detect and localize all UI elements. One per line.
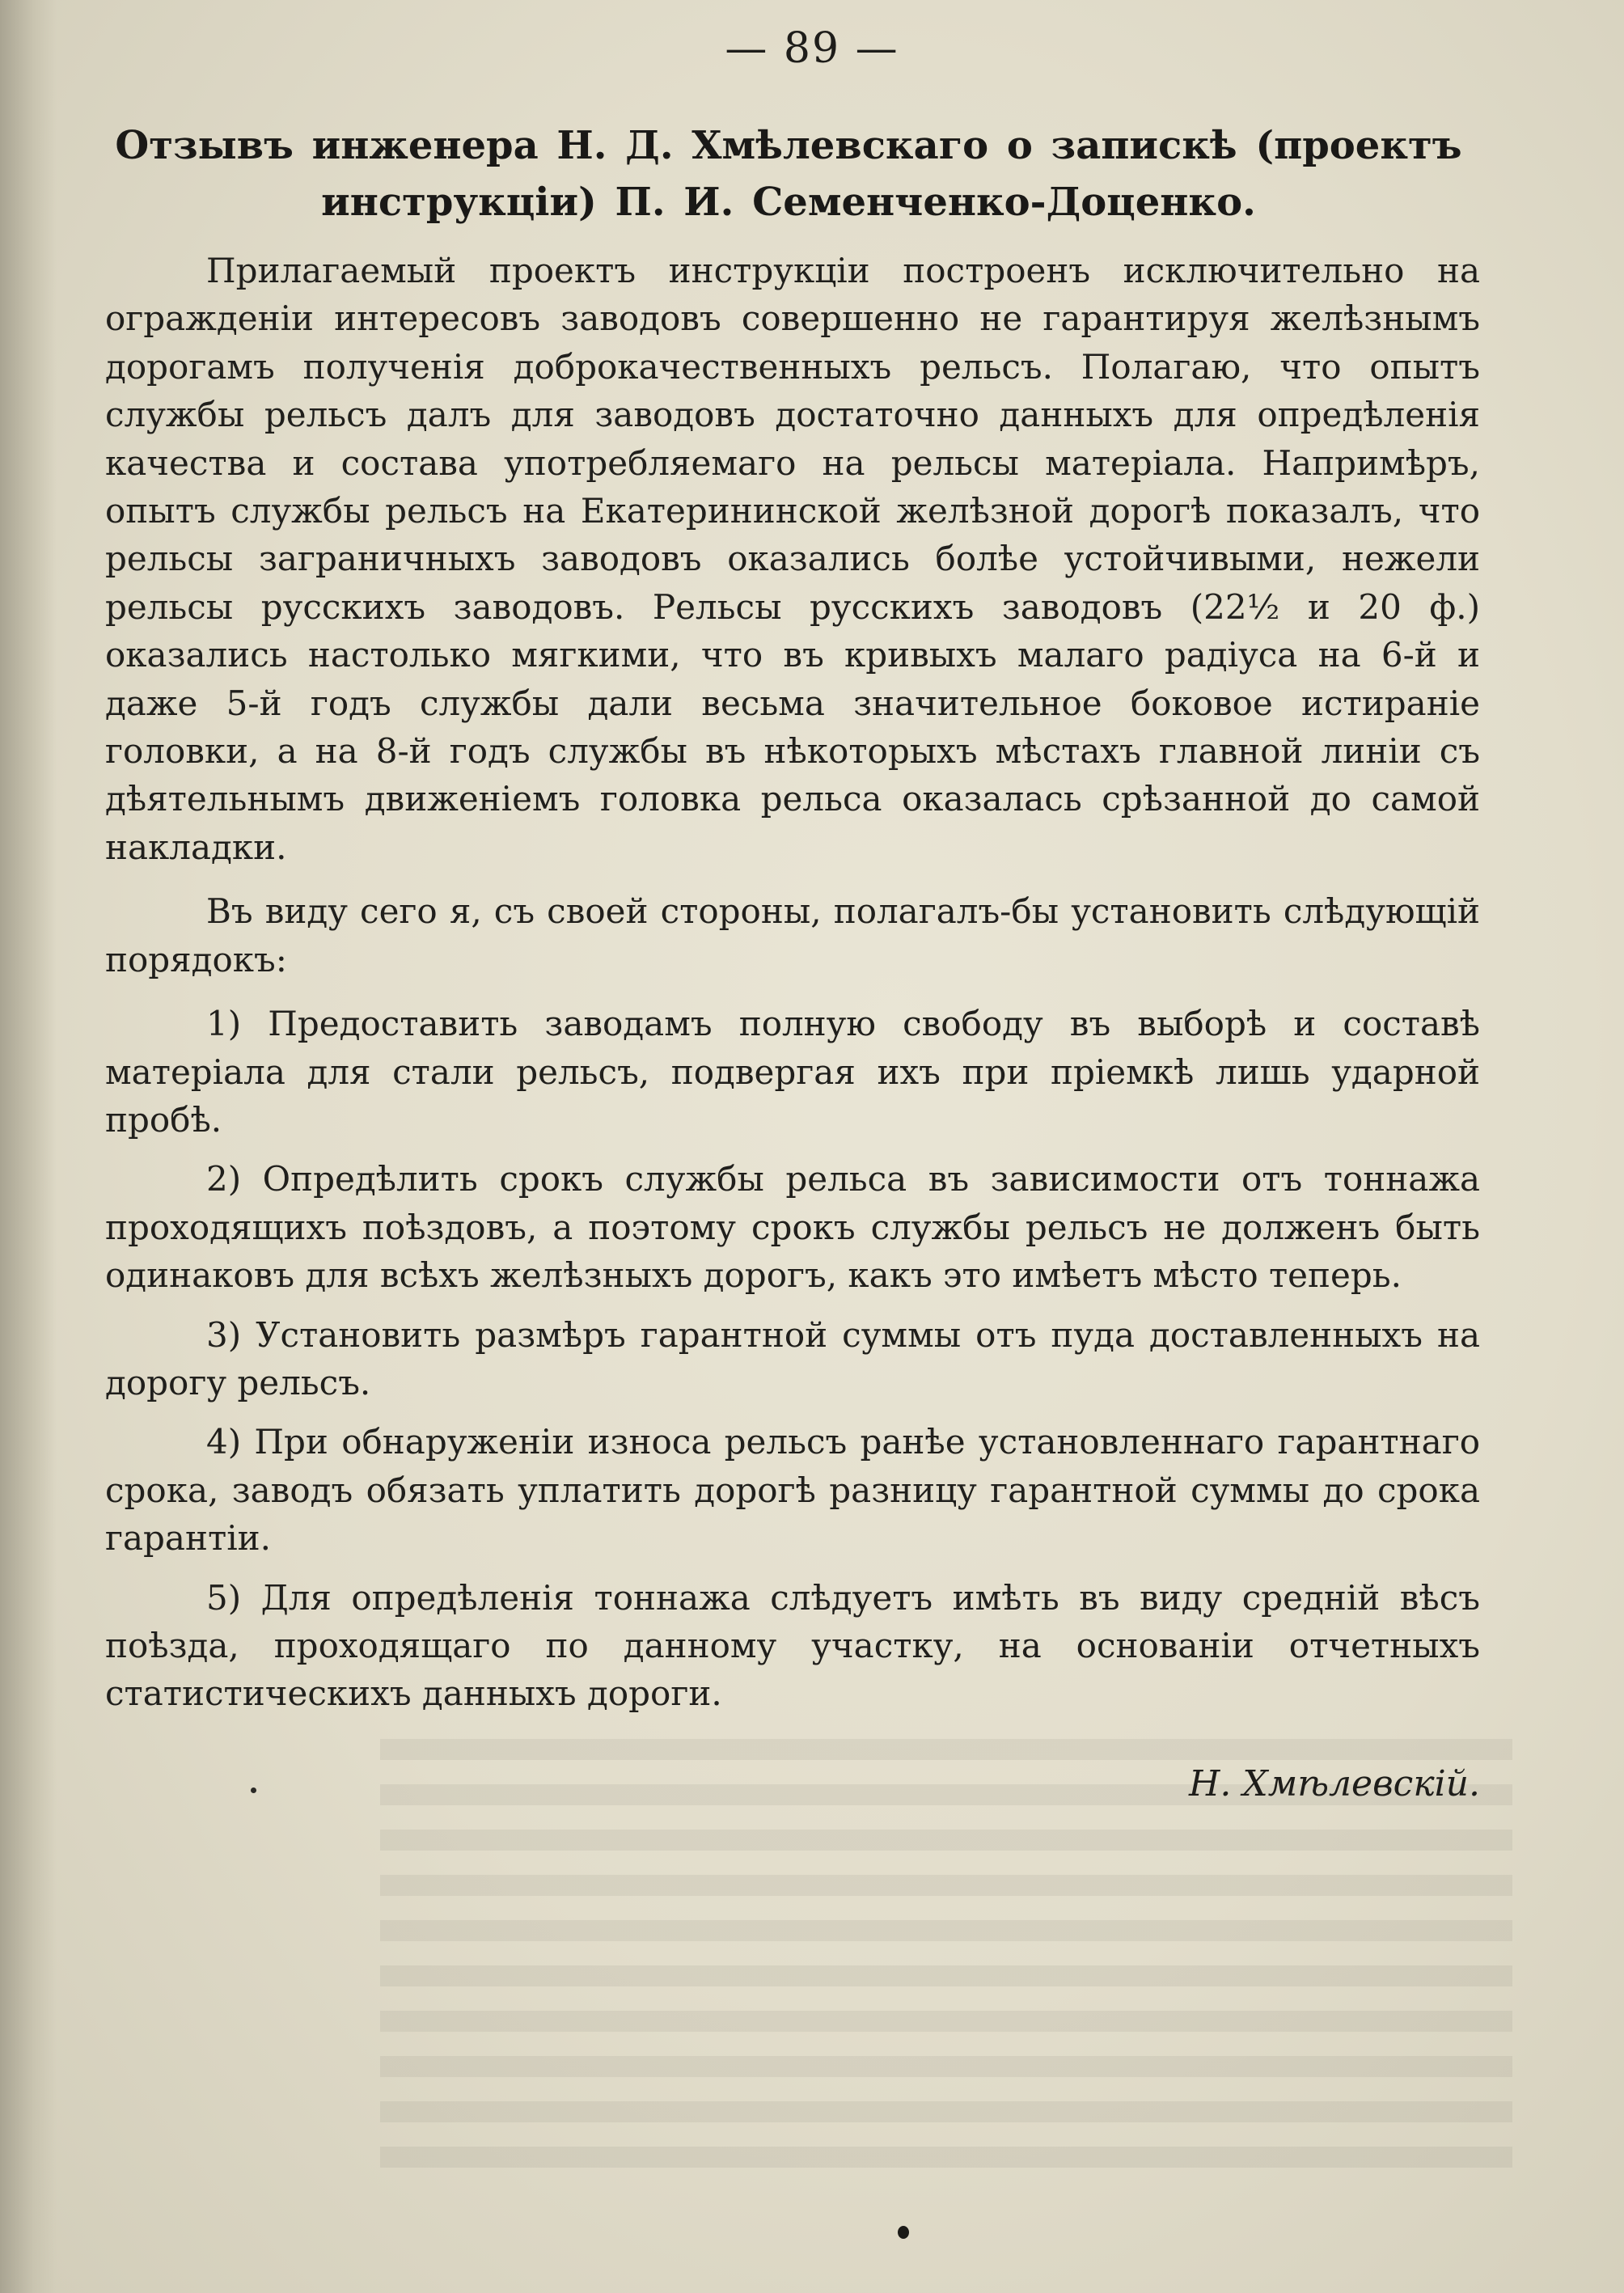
list-item: 3) Установить размѣръ гарантной суммы отъ пуда доставленныхъ на дорогу рельсъ. xyxy=(105,1314,1480,1402)
page-spine-shadow xyxy=(0,0,57,2293)
ink-blot xyxy=(898,2226,909,2239)
body-paragraph: Прилагаемый проектъ инструкціи построенъ исключительно на огражденіи интересовъ заводовъ совершенно не гарантируя желѣзнымъ дорогамъ полученія доброкачественныхъ рельсъ. Полагаю, что опытъ службы рельсъ далъ для заводовъ достаточно данныхъ для опредѣленія качества и состава употребляемаго на рельсы матеріала. Напримѣръ, опытъ службы рельсъ на Екатерининской желѣзной дорогѣ показалъ, что рельсы заграничныхъ заводовъ оказались болѣе устойчивыми, нежели рельсы русскихъ заводовъ. Рельсы русскихъ заводовъ (22½ и 20 ф.) оказались настолько мягкими, что въ кривыхъ малаго радіуса на 6-й и даже 5-й годъ службы дали весьма значительное боковое истираніе головки, а на 8-й годъ службы въ нѣкоторыхъ мѣстахъ главной линіи съ дѣятельнымъ движеніемъ головка рельса оказалась срѣзанной до самой накладки. xyxy=(105,251,1480,867)
body-paragraph: Въ виду сего я, съ своей стороны, полагалъ-бы установить слѣдующій порядокъ: xyxy=(105,891,1480,979)
list-item: 2) Опредѣлить срокъ службы рельса въ зависимости отъ тоннажа проходящихъ поѣздовъ, а поэтому срокъ службы рельсъ не долженъ быть одинаковъ для всѣхъ желѣзныхъ дорогъ, какъ это имѣетъ мѣсто теперь. xyxy=(105,1159,1480,1296)
document-heading: Отзывъ инженера Н. Д. Хмѣлевскаго о запискѣ (проектъ инструкціи) П. И. Семенченко-Доценко. xyxy=(115,123,1462,225)
signature: Н. Хмѣлевскій. xyxy=(1189,1763,1480,1804)
ink-dot xyxy=(251,1787,256,1793)
document-body xyxy=(105,247,1480,1729)
signature-row xyxy=(105,1763,1480,1820)
list-item: 4) При обнаруженіи износа рельсъ ранѣе установленнаго гарантнаго срока, заводъ обязать уплатить дорогѣ разницу гарантной суммы до срока гарантіи. xyxy=(105,1422,1480,1559)
list-item: 5) Для опредѣленія тоннажа слѣдуетъ имѣть въ виду средній вѣсъ поѣзда, проходящаго по данному участку, на основаніи отчетныхъ статистическихъ данныхъ дороги. xyxy=(105,1577,1480,1714)
page-number: — 89 — xyxy=(725,24,899,73)
list-item: 1) Предоставить заводамъ полную свободу въ выборѣ и составѣ матеріала для стали рельсъ, подвергая ихъ при пріемкѣ лишь ударной пробѣ. xyxy=(105,1004,1480,1140)
